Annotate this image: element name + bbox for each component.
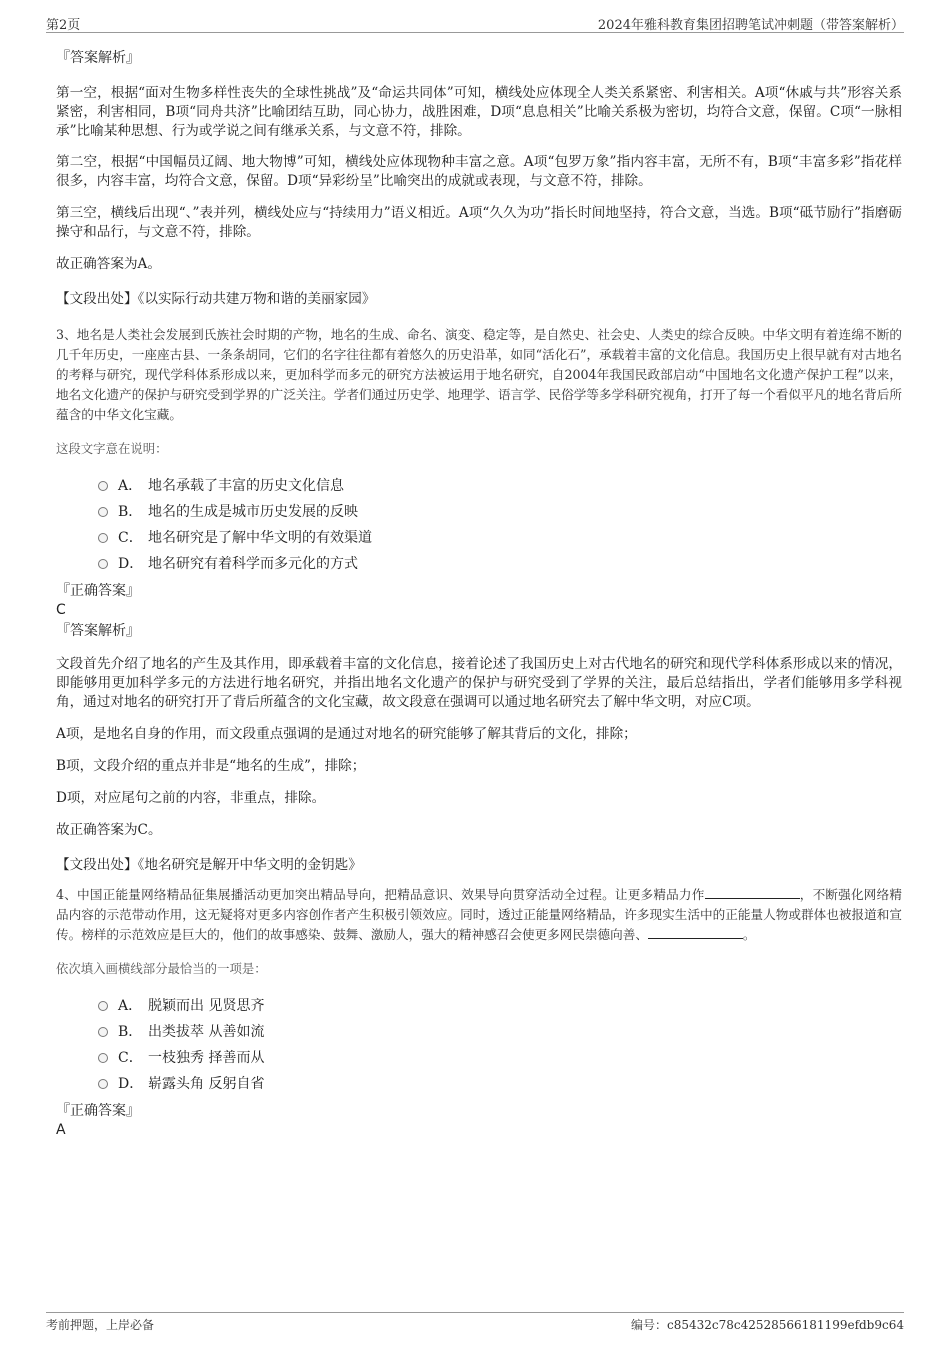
blank-1 <box>705 886 800 899</box>
q3-option-a[interactable]: A． 地名承载了丰富的历史文化信息 <box>98 473 902 499</box>
q3-stem: 3、地名是人类社会发展到氏族社会时期的产物，地名的生成、命名、演变、稳定等，是自然史、社会史、人类史的综合反映。中华文明有着连绵不断的几千年历史，一座座古县、一条条胡同，它们的名字往往都有着悠久的历史沿革，如同“活化石”，承载着丰富的文化信息。我国历史上很早就有对古地名的考释与研究，现代学科体系形成以来，更加科学而多元的研究方法被运用于地名研究，自2004年我国民政部启动“中国地名文化遗产保护工程”以来，地名文化遗产的保护与研究受到学界的广泛关注。学者们通过历史学、地理学、语言学、民俗学等多学科研究视角，打开了每一个看似平凡的地名背后所蕴含的中华文化宝藏。 <box>56 327 902 422</box>
q3-analysis-p1: 文段首先介绍了地名的产生及其作用，即承载着丰富的文化信息，接着论述了我国历史上对古代地名的研究和现代学科体系形成以来的情况，即能够用更加科学多元的方法进行地名研究，并指出地名文化遗产的保护与研究受到了学界的关注，最后总结指出，学者们能够用多学科视角，通过对地名的研究打开了背后所蕴含的文化宝藏，故文段意在强调可以通过地名研究去了解中华文明，对应C项。 <box>56 656 902 710</box>
radio-icon[interactable] <box>98 507 108 517</box>
q4-option-b[interactable]: B． 出类拔萃 从善如流 <box>98 1019 902 1045</box>
q4-option-c[interactable]: C． 一枝独秀 择善而从 <box>98 1045 902 1071</box>
radio-icon[interactable] <box>98 481 108 491</box>
q3-prompt: 这段文字意在说明： <box>56 441 168 456</box>
q4-option-d[interactable]: D． 崭露头角 反躬自省 <box>98 1071 902 1097</box>
radio-icon[interactable] <box>98 533 108 543</box>
q2-analysis <box>56 48 902 309</box>
blank-2 <box>648 926 743 939</box>
radio-icon[interactable] <box>98 1053 108 1063</box>
q4-stem: 4、中国正能量网络精品征集展播活动更加突出精品导向，把精品意识、效果导向贯穿活动全过程。让更多精品力作 ，不断强化网络精品内容的示范带动作用，这无疑将对更多内容创作者产生积极引领效应。同时，透过正能量网络精品，许多现实生活中的正能量人物或群体也被报道和宣传。榜样的示范效应是巨大的，他们的故事感染、鼓舞、激励人，强大的精神感召会使更多网民崇德向善、 。 <box>56 887 902 942</box>
radio-icon[interactable] <box>98 559 108 569</box>
document-title: 2024年雅科教育集团招聘笔试冲刺题（带答案解析） <box>597 18 904 33</box>
q2-analysis-label: 『答案解析』 <box>56 50 140 66</box>
q3-analysis-p2: A项，是地名自身的作用，而文段重点强调的是通过对地名的研究能够了解其背后的文化，排除； <box>56 726 637 742</box>
radio-icon[interactable] <box>98 1001 108 1011</box>
question-4 <box>56 885 902 1139</box>
q2-analysis-p3: 第三空，横线后出现“、”表并列，横线处应与“持续用力”语义相近。A项“久久为功”指长时间地坚持，符合文意，当选。B项“砥节励行”指磨砺操守和品行，与文意不符，排除。 <box>56 205 902 240</box>
q3-options <box>98 473 902 577</box>
q3-analysis-p3: B项，文段介绍的重点并非是“地名的生成”，排除； <box>56 758 366 774</box>
footer-slogan: 考前押题，上岸必备 <box>46 1318 155 1332</box>
q3-option-b[interactable]: B． 地名的生成是城市历史发展的反映 <box>98 499 902 525</box>
q3-option-d[interactable]: D． 地名研究有着科学而多元化的方式 <box>98 551 902 577</box>
page-header <box>46 12 904 33</box>
q3-answer-label: 『正确答案』 <box>56 583 140 599</box>
q2-conclusion: 故正确答案为A。 <box>56 256 161 272</box>
q2-source: 【文段出处】《以实际行动共建万物和谐的美丽家园》 <box>56 291 376 307</box>
radio-icon[interactable] <box>98 1027 108 1037</box>
radio-icon[interactable] <box>98 1079 108 1089</box>
q3-analysis-label: 『答案解析』 <box>56 623 140 639</box>
q3-conclusion: 故正确答案为C。 <box>56 822 162 838</box>
document-code: 编号：c85432c78c42528566181199efdb9c64 <box>630 1318 904 1332</box>
q3-source: 【文段出处】《地名研究是解开中华文明的金钥匙》 <box>56 857 362 873</box>
q3-option-c[interactable]: C． 地名研究是了解中华文明的有效渠道 <box>98 525 902 551</box>
q4-prompt: 依次填入画横线部分最恰当的一项是： <box>56 961 267 976</box>
question-3 <box>56 325 902 875</box>
page-number: 第2页 <box>46 18 81 33</box>
q3-answer: C <box>56 602 66 618</box>
q4-answer-label: 『正确答案』 <box>56 1103 140 1119</box>
page-footer <box>46 1312 904 1334</box>
q2-analysis-p1: 第一空，根据“面对生物多样性丧失的全球性挑战”及“命运共同体”可知，横线处应体现全人类关系紧密、利害相关。A项“休戚与共”形容关系紧密，利害相同，B项“同舟共济”比喻团结互助，同心协力，战胜困难，D项“息息相关”比喻关系极为密切，均符合文意，保留。C项“一脉相承”比喻某种思想、行为或学说之间有继承关系，与文意不符，排除。 <box>56 85 902 139</box>
q4-option-a[interactable]: A． 脱颖而出 见贤思齐 <box>98 993 902 1019</box>
q2-analysis-p2: 第二空，根据“中国幅员辽阔、地大物博”可知，横线处应体现物种丰富之意。A项“包罗万象”指内容丰富，无所不有，B项“丰富多彩”指花样很多，内容丰富，均符合文意，保留。D项“异彩纷呈”比喻突出的成就或表现，与文意不符，排除。 <box>56 154 902 189</box>
page-content <box>56 44 902 1139</box>
q4-answer: A <box>56 1122 66 1138</box>
q3-analysis-p4: D项，对应尾句之前的内容，非重点，排除。 <box>56 790 326 806</box>
q4-options <box>98 993 902 1097</box>
